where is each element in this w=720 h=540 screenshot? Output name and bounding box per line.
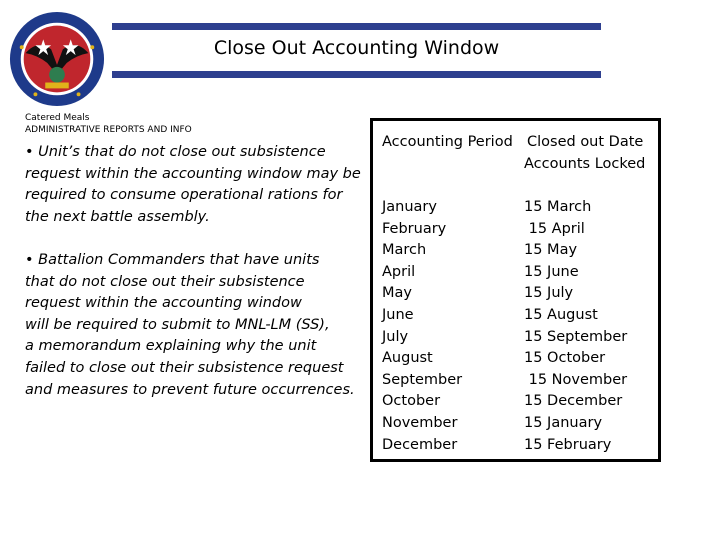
locked-date-cell: 15 July — [524, 285, 574, 302]
header-accounts-locked: Accounts Locked — [524, 155, 646, 172]
period-cell: October — [382, 393, 441, 410]
period-cell: December — [382, 436, 458, 453]
period-cell: November — [382, 414, 458, 431]
period-cell: June — [382, 306, 414, 323]
locked-date-cell: 15 October — [524, 350, 606, 367]
seal-emblem-icon — [8, 10, 106, 108]
accounting-table — [370, 118, 661, 462]
period-cell: September — [382, 371, 463, 388]
header-closed-out-date: Closed out Date — [527, 134, 644, 150]
page-title: Close Out Accounting Window — [213, 37, 500, 59]
paragraph-operational-rations: • Unit’s that do not close out subsistence request within the accounting window may be required to consume operational rations for the next battle assembly. — [25, 144, 361, 225]
period-cell: July — [382, 328, 409, 345]
locked-date-cell: 15 May — [524, 242, 578, 259]
locked-date-cell: 15 January — [524, 414, 603, 431]
locked-date-cell: 15 June — [524, 263, 579, 280]
locked-date-cell: 15 August — [524, 306, 598, 323]
paragraph-commander-memorandum: • Battalion Commanders that have units that do not close out their subsistence request within the accounting window will be required to submit to MNL-LM (SS), a memorandum explaining why the unit failed to close out their subsistence request and measures to prevent future occurrences. — [25, 252, 355, 398]
locked-date-cell: 15 November — [524, 371, 628, 388]
caption-catered-meals: Catered Meals — [25, 113, 90, 123]
caption-admin-reports: ADMINISTRATIVE REPORTS AND INFO — [25, 125, 192, 135]
seal-dot — [90, 45, 94, 49]
period-cell: February — [382, 220, 447, 237]
seal-globe — [49, 67, 65, 83]
title-bar-top — [112, 23, 601, 30]
locked-date-cell: 15 March — [524, 199, 592, 215]
header-accounting-period: Accounting Period — [382, 134, 513, 150]
seal-dot — [20, 45, 24, 49]
locked-date-cell: 15 April — [524, 220, 585, 237]
locked-date-cell: 15 September — [524, 328, 628, 345]
seal-dot — [77, 92, 81, 96]
title-bar-bottom — [112, 71, 601, 78]
period-cell: January — [382, 199, 437, 215]
period-cell: August — [382, 350, 433, 367]
seal-scroll — [45, 83, 69, 89]
period-cell: April — [382, 263, 416, 280]
seal-dot — [33, 92, 37, 96]
period-column — [382, 197, 462, 456]
period-cell: March — [382, 242, 427, 259]
locked-date-cell: 15 February — [524, 436, 612, 453]
locked-date-cell: 15 December — [524, 393, 623, 410]
period-cell: May — [382, 285, 412, 302]
locked-date-column — [524, 197, 627, 456]
